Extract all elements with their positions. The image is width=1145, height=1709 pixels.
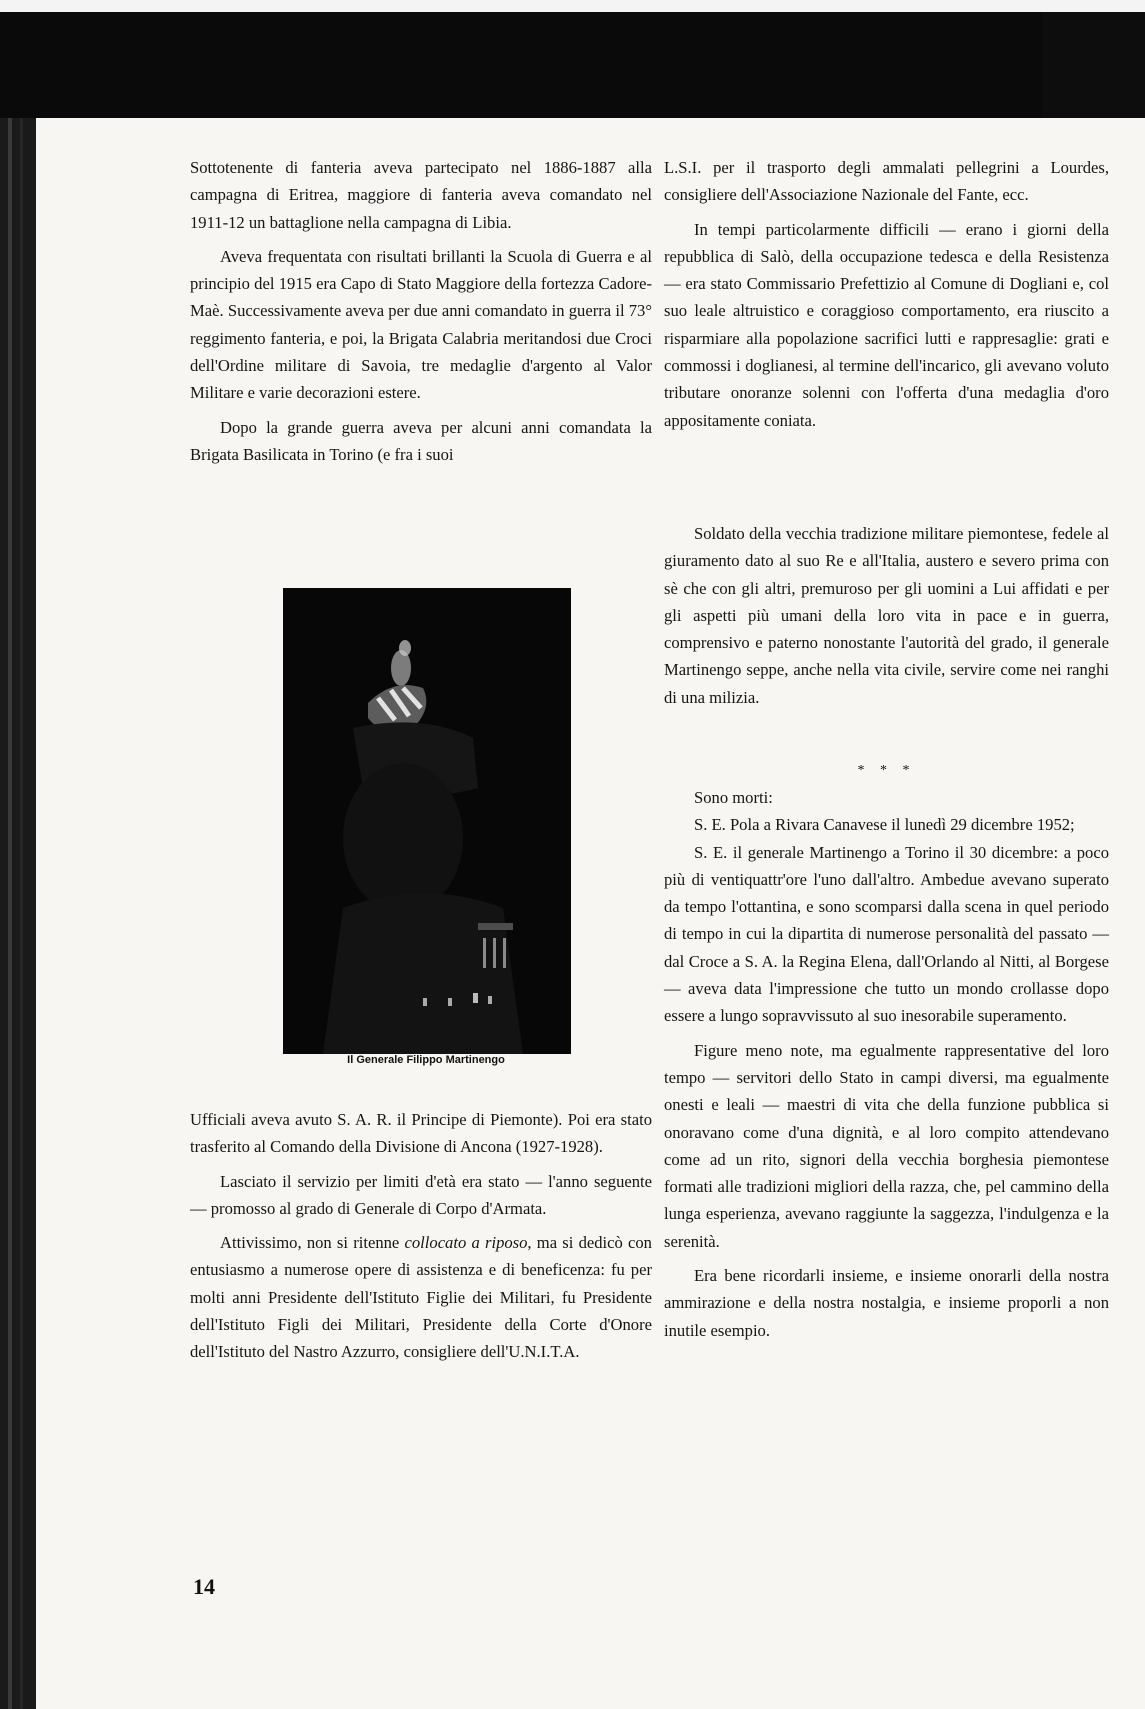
- top-right-scan-border: [1042, 12, 1145, 132]
- left-column-continued: [190, 1106, 652, 1373]
- paragraph: [190, 1229, 652, 1365]
- top-scan-border: [0, 12, 1042, 118]
- right-column-second-section: [664, 520, 1109, 718]
- photo-caption: Il Generale Filippo Martinengo: [347, 1054, 505, 1066]
- portrait-image: [283, 588, 571, 1054]
- portrait-photo: [283, 588, 571, 1054]
- paragraph: Sono morti:: [694, 788, 773, 807]
- paragraph: S. E. il generale Martinengo a Torino il 30 dicembre: a poco più di ventiquattr'ore l'uno dall'altro. Ambedue avevano superato da tempo l'ottantina, e sono scomparsi dalla scena in quel periodo di tempo in cui la dipartita di numerose personalità del passato — dal Croce a S. A. la Regina Elena, dall'Orlando al Nitti, al Borgese — aveva data l'impressione che tutto un mondo crollasse dopo essere a lungo sopravvissuto al suo inesorabile superamento.: [664, 842, 1109, 1026]
- paragraph-text: , ma si dedicò con entusiasmo a numerose opere di assistenza e di beneficenza: fu per molti anni Presidente dell'Istituto Figlie dei Militari, fu Presidente dell'Istituto Figli dei Militari, Presidente della Corte d'Onore dell'Istituto del Nastro Azzurro, consigliere dell'U.N.I.T.A.: [190, 1233, 652, 1362]
- paragraph: In tempi particolarmente difficili — erano i giorni della repubblica di Salò, della occupazione tedesca e della Resistenza — era stato Commissario Prefettizio al Comune di Dogliani e, col suo leale altruistico e coraggioso comportamento, era riuscito a risparmiare alla popolazione sacrifici lutti e rappresaglie: grati e commossi i doglianesi, al termine dell'incarico, gli avevano voluto tributare onoranze solenni con l'offerta d'una medaglia d'oro appositamente coniata.: [664, 219, 1109, 430]
- paragraph: Lasciato il servizio per limiti d'età era stato — l'anno seguente — promosso al grado di Generale di Corpo d'Armata.: [190, 1171, 652, 1218]
- paragraph-text: Attivissimo, non si ritenne: [220, 1233, 405, 1253]
- right-column: [664, 154, 1109, 441]
- paragraph: Figure meno note, ma egualmente rappresentative del loro tempo — servitori dello Stato in campi diversi, ma egualmente onesti e leali — maestri di vita che della funzione pubblica si onoravano come d'una dignità, e al loro compito attendevano come ad un rito, signori della vecchia borghesia piemontese formati alle tradizioni migliori della razza, che, pel cammino della lunga esperienza, avevano raggiunte la saggezza, l'indulgenza e la serenità.: [664, 1040, 1109, 1251]
- paragraph: Aveva frequentata con risultati brillanti la Scuola di Guerra e al principio del 1915 era Capo di Stato Maggiore della fortezza Cadore-Maè. Successivamente aveva per due anni comandato in guerra il 73° reggimento fanteria, e poi, la Brigata Calabria meritandosi due Croci dell'Ordine militare di Savoia, tre medaglie d'argento al Valor Militare e varie decorazioni estere.: [190, 246, 652, 403]
- paragraph: Ufficiali aveva avuto S. A. R. il Principe di Piemonte). Poi era stato trasferito al Comando della Divisione di Ancona (1927-1928).: [190, 1110, 652, 1157]
- paragraph: Sottotenente di fanteria aveva partecipato nel 1886-1887 alla campagna di Eritrea, maggiore di fanteria aveva comandato nel 1911-12 un battaglione nella campagna di Libia.: [190, 158, 652, 232]
- section-separator: * * *: [857, 763, 916, 778]
- paragraph: Soldato della vecchia tradizione militare piemontese, fedele al giuramento dato al suo Re e all'Italia, austero e severo prima con sè che con gli altri, premuroso per gli uomini a Lui affidati e per gli aspetti più umani della loro vita in pace e in guerra, comprensivo e paterno nonostante l'autorità del grado, il generale Martinengo seppe, anche nella vita civile, servire come nei ranghi di una milizia.: [664, 524, 1109, 707]
- paragraph: L.S.I. per il trasporto degli ammalati pellegrini a Lourdes, consigliere dell'Associazione Nazionale del Fante, ecc.: [664, 158, 1109, 205]
- right-column-third-section: [664, 784, 1109, 1351]
- page-number: 14: [193, 1574, 215, 1599]
- italic-phrase: collocato a riposo: [404, 1233, 528, 1253]
- paragraph: Dopo la grande guerra aveva per alcuni anni comandata la Brigata Basilicata in Torino (e fra i suoi: [190, 417, 652, 464]
- top-margin: [0, 0, 1145, 12]
- paragraph: Era bene ricordarli insieme, e insieme onorarli della nostra ammirazione e della nostra nostalgia, e insieme proporli a non inutile esempio.: [664, 1266, 1109, 1340]
- left-scan-border: [0, 118, 36, 1709]
- left-column: [190, 154, 652, 475]
- book-page: [36, 118, 1145, 1709]
- paragraph: S. E. Pola a Rivara Canavese il lunedì 29 dicembre 1952;: [694, 815, 1075, 835]
